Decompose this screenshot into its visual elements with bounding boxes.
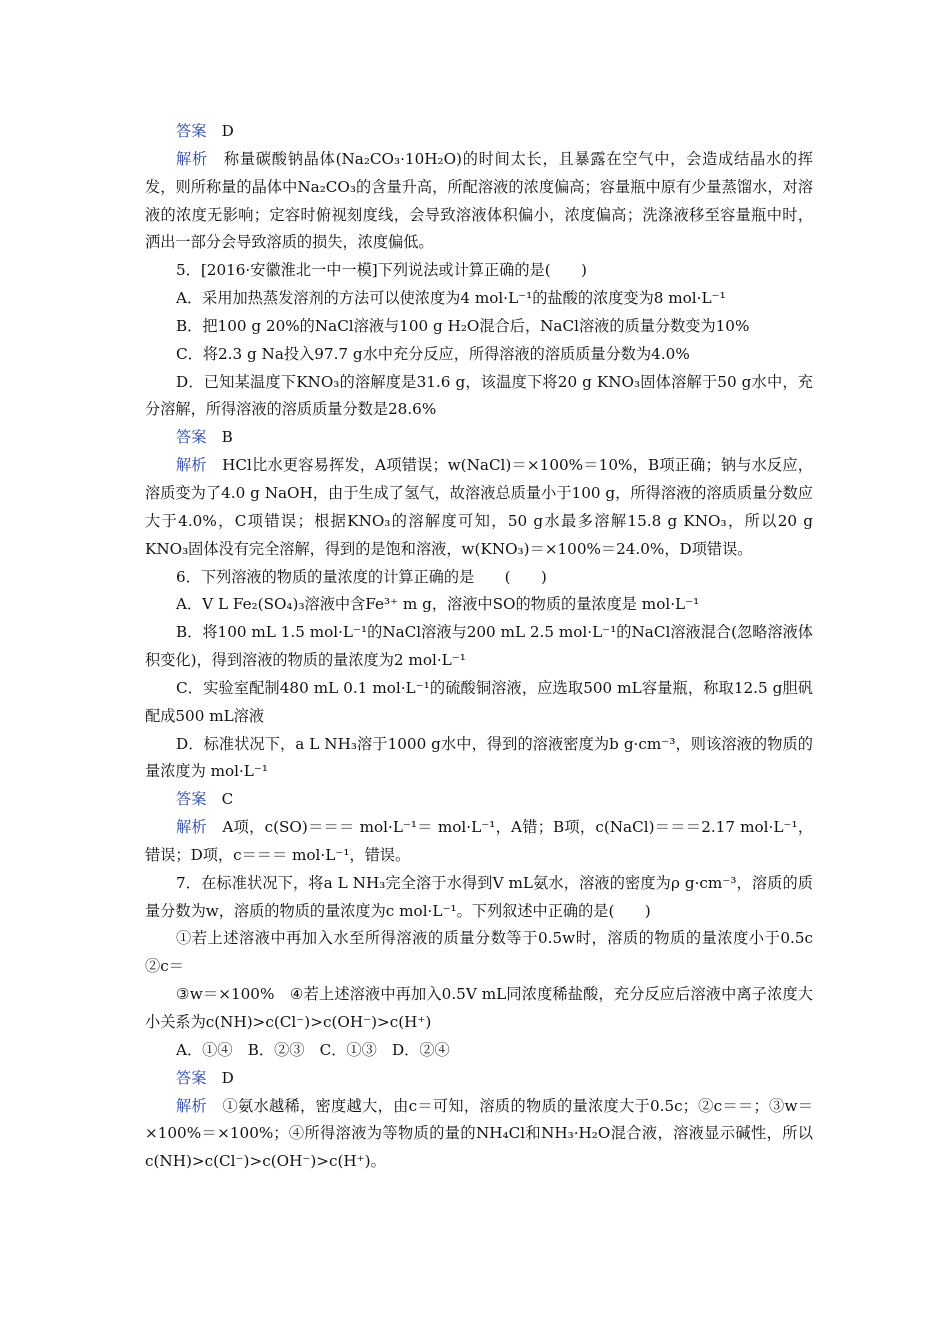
label-tag: 答案 xyxy=(176,790,207,809)
question-line xyxy=(145,313,813,341)
line-text: 6．下列溶液的物质的量浓度的计算正确的是 ( ) xyxy=(176,567,547,586)
question-line xyxy=(145,731,813,787)
line-text: D．标准状况下，a L NH₃溶于1000 g水中，得到的溶液密度为b g·cm⁻³，则该溶液的物质的量浓度为 mol·L⁻¹ xyxy=(145,734,813,781)
line-text: ①氨水越稀，密度越大，由c＝可知，溶质的物质的量浓度大于0.5c；②c＝＝；③w＝×100%＝×100%；④所得溶液为等物质的量的NH₄Cl和NH₃·H₂O混合液，溶液显示碱性，所以c(NH)>c(Cl⁻)>c(OH⁻)>c(H⁺)。 xyxy=(145,1096,814,1171)
label-tag: 答案 xyxy=(176,428,207,447)
question-line xyxy=(145,925,829,981)
analysis-paragraph xyxy=(145,452,813,563)
line-text: A．采用加热蒸发溶剂的方法可以使浓度为4 mol·L⁻¹的盐酸的浓度变为8 mol·L⁻¹ xyxy=(176,289,726,308)
line-text: 5．[2016·安徽淮北一中一模]下列说法或计算正确的是( ) xyxy=(176,261,587,280)
question-line xyxy=(145,870,813,926)
question-line xyxy=(145,1037,813,1065)
line-text: B xyxy=(206,428,233,447)
question-line xyxy=(145,285,813,313)
question-line xyxy=(145,981,813,1037)
label-tag: 解析 xyxy=(176,818,207,837)
analysis-paragraph xyxy=(145,146,813,257)
line-text: D xyxy=(206,122,234,140)
line-text: A．①④ B．②③ C．①③ D．②④ xyxy=(176,1040,450,1059)
analysis-paragraph xyxy=(145,1093,813,1177)
analysis-paragraph xyxy=(145,814,813,870)
label-tag: 答案 xyxy=(176,1068,207,1087)
label-tag: 解析 xyxy=(176,149,208,168)
line-text: C．将2.3 g Na投入97.7 g水中充分反应，所得溶液的溶质质量分数为4.0% xyxy=(176,344,690,363)
answer-line xyxy=(145,1065,813,1093)
question-line xyxy=(145,564,813,592)
label-tag: 解析 xyxy=(176,456,207,475)
line-text: B．将100 mL 1.5 mol·L⁻¹的NaCl溶液与200 mL 2.5 mol·L⁻¹的NaCl溶液混合(忽略溶液体积变化)，得到溶液的物质的量浓度为2 mol·L⁻¹ xyxy=(145,623,813,670)
question-line xyxy=(145,341,813,369)
line-text: 7．在标准状况下，将a L NH₃完全溶于水得到V mL氨水，溶液的密度为ρ g·cm⁻³，溶质的质量分数为w，溶质的物质的量浓度为c mol·L⁻¹。下列叙述中正确的是( ) xyxy=(145,873,813,920)
question-line xyxy=(145,591,813,619)
line-text: ①若上述溶液中再加入水至所得溶液的质量分数等于0.5w时，溶质的物质的量浓度小于0.5c ②c＝ xyxy=(145,929,829,976)
answer-line xyxy=(145,786,813,814)
question-line xyxy=(145,619,813,675)
line-text: HCl比水更容易挥发，A项错误；w(NaCl)＝×100%＝10%，B项正确；钠与水反应，溶质变为了4.0 g NaOH，由于生成了氢气，故溶液总质量小于100 g，所得溶液的溶质质量分数应大于4.0%，C项错误；根据KNO₃的溶解度可知，50 g水最多溶解15.8 g KNO₃，所以20 g KNO₃固体没有完全溶解，得到的是饱和溶液，w(KNO₃)＝×100%＝24.0%，D项错误。 xyxy=(145,456,813,558)
label-tag: 解析 xyxy=(176,1096,208,1115)
line-text: A．V L Fe₂(SO₄)₃溶液中含Fe³⁺ m g，溶液中SO的物质的量浓度是 mol·L⁻¹ xyxy=(176,595,700,614)
question-line xyxy=(145,257,813,285)
answer-line xyxy=(145,118,813,146)
line-text: C xyxy=(206,790,234,809)
line-text: C．实验室配制480 mL 0.1 mol·L⁻¹的硫酸铜溶液，应选取500 mL容量瓶，称取12.5 g胆矾配成500 mL溶液 xyxy=(145,678,813,725)
line-text: D xyxy=(206,1068,234,1087)
line-text: D．已知某温度下KNO₃的溶解度是31.6 g，该温度下将20 g KNO₃固体溶解于50 g水中，充分溶解，所得溶液的溶质质量分数是28.6% xyxy=(145,372,813,419)
answer-line xyxy=(145,424,813,452)
line-text: ③w＝×100% ④若上述溶液中再加入0.5V mL同浓度稀盐酸，充分反应后溶液中离子浓度大小关系为c(NH)>c(Cl⁻)>c(OH⁻)>c(H⁺) xyxy=(145,985,813,1031)
line-text: 称量碳酸钠晶体(Na₂CO₃·10H₂O)的时间太长，且暴露在空气中，会造成结晶水的挥发，则所称量的晶体中Na₂CO₃的含量升高，所配溶液的浓度偏高；容量瓶中原有少量蒸馏水，对溶液的浓度无影响；定容时俯视刻度线，会导致溶液体积偏小，浓度偏高；洗涤液移至容量瓶中时，洒出一部分会导致溶质的损失，浓度偏低。 xyxy=(145,149,813,252)
question-line xyxy=(145,369,813,425)
question-line xyxy=(145,675,813,731)
line-text: B．把100 g 20%的NaCl溶液与100 g H₂O混合后，NaCl溶液的质量分数变为10% xyxy=(176,316,750,335)
label-tag: 答案 xyxy=(176,122,207,140)
document-body xyxy=(145,118,829,1176)
line-text: A项，c(SO)＝＝＝ mol·L⁻¹＝ mol·L⁻¹，A错；B项，c(NaCl)＝＝＝2.17 mol·L⁻¹，错误；D项，c＝＝＝ mol·L⁻¹，错误。 xyxy=(145,818,814,864)
